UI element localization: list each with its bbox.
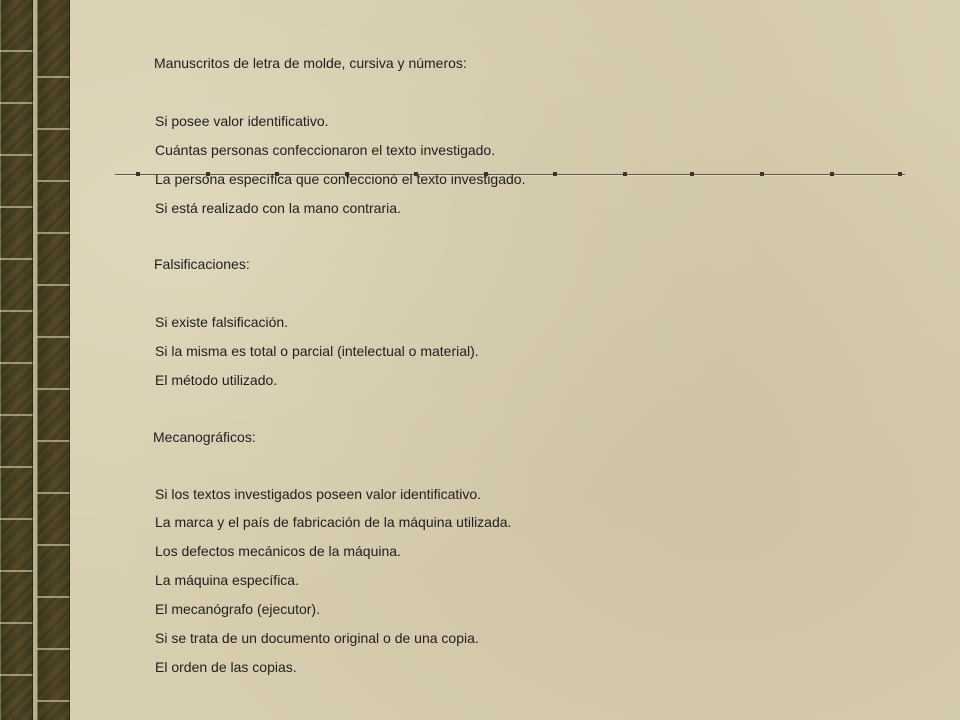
list-item: Si está realizado con la mano contraria. [155,200,401,216]
list-item: El orden de las copias. [155,659,297,675]
list-item: El mecanógrafo (ejecutor). [155,601,320,617]
divider-marker [553,172,557,176]
section-heading-mecanograficos: Mecanográficos: [153,429,256,445]
list-item: La persona específica que confeccionó el texto investigado. [155,171,526,187]
divider-marker [690,172,694,176]
list-item: Si posee valor identificativo. [155,113,329,129]
section-heading-falsificaciones: Falsificaciones: [154,256,250,272]
side-texture-column-right [37,0,70,720]
list-item: Cuántas personas confeccionaron el texto investigado. [155,142,496,158]
section-heading-manuscritos: Manuscritos de letra de molde, cursiva y números: [154,55,467,71]
list-item: Si se trata de un documento original o de una copia. [155,630,479,646]
divider-marker [136,172,140,176]
list-item: Si la misma es total o parcial (intelectual o material). [155,343,479,359]
side-texture-column-left [0,0,33,720]
list-item: Si existe falsificación. [155,314,289,330]
list-item: La máquina específica. [155,572,299,588]
list-item: La marca y el país de fabricación de la máquina utilizada. [155,514,512,530]
divider-marker [898,172,902,176]
divider-marker [760,172,764,176]
divider-marker [830,172,834,176]
list-item: El método utilizado. [155,372,278,388]
list-item: Si los textos investigados poseen valor identificativo. [155,486,482,502]
divider-marker [623,172,627,176]
list-item: Los defectos mecánicos de la máquina. [155,543,401,559]
